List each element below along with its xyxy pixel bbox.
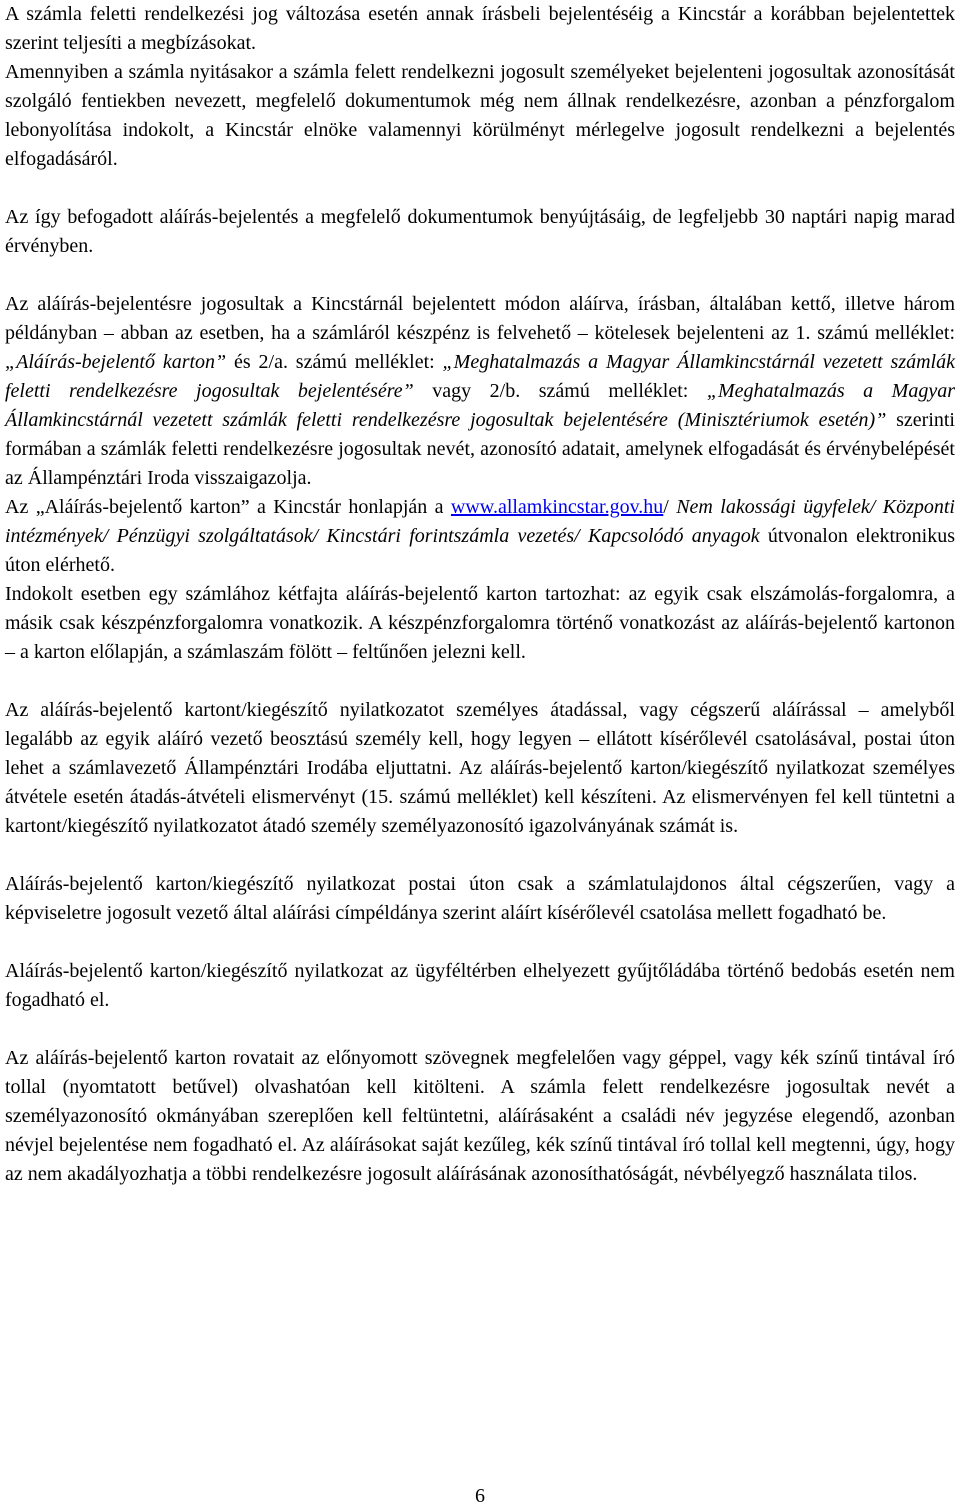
text-run: / xyxy=(663,496,677,518)
page-number: 6 xyxy=(475,1485,485,1507)
paragraph-missing-documents: Amennyiben a számla nyitásakor a számla felett rendelkezni jogosult személyeket bejelenteni jogosultak azonosítását szolgáló fentiekben nevezett, megfelelő dokumentumok még nem állnak rendelkezésre, azonban a pénzforgalom lebonyolítása indokolt, a Kincstár elnöke valamennyi körülményt mérlegelve jogosult rendelkezni a bejelentés elfogadásáról. xyxy=(5,61,955,170)
annex-1-title: „Aláírás-bejelentő karton” xyxy=(5,351,227,373)
annex-2b-title: „Meghatalmazás a Magyar Államkincstárnál vezetett számlák feletti rendelkezésre jogosultak bejelentésére (Minisztériumok esetén)” xyxy=(5,380,955,431)
navigation-path: Nem lakossági ügyfelek/ Központi intézmények/ Pénzügyi szolgáltatások/ Kincstári forintszámla vezetés/ Kapcsolódó anyagok xyxy=(5,496,955,547)
paragraph-account-change: A számla feletti rendelkezési jog változása esetén annak írásbeli bejelentéséig a Kincstár a korábban bejelentettek szerint teljesíti a megbízásokat. xyxy=(5,3,955,54)
paragraph-dropbox: Aláírás-bejelentő karton/kiegészítő nyilatkozat az ügyféltérben elhelyezett gyűjtőládába történő bedobás esetén nem fogadható el. xyxy=(5,960,955,1011)
paragraph-validity: Az így befogadott aláírás-bejelentés a megfelelő dokumentumok benyújtásáig, de legfeljebb 30 naptári napig marad érvényben. xyxy=(5,206,955,257)
text-run: útvonalon elektronikus úton elérhető. xyxy=(5,525,956,576)
paragraph-postal-acceptance: Aláírás-bejelentő karton/kiegészítő nyilatkozat postai úton csak a számlatulajdonos által cégszerűen, vagy a képviseletre jogosult vezető által aláírási címpéldánya szerint aláírt kísérőlevél csatolása mellett fogadható be. xyxy=(5,873,955,924)
text-run: szerinti formában a számlák feletti rendelkezésre jogosultak nevét, azonosító adatait, amelynek elfogadását és érvénybelépését az Állampénztári Iroda visszaigazolja. xyxy=(5,409,955,489)
text-run: és 2/a. számú melléklet: xyxy=(226,351,443,373)
paragraph-signature-reporting xyxy=(5,290,955,493)
text-run: Az aláírás-bejelentésre jogosultak a Kincstárnál bejelentett módon aláírva, írásban, általában kettő, illetve három példányban – abban az esetben, ha a számláról készpénz is felvehető – kötelesek bejelenteni az 1. számú melléklet: xyxy=(5,293,955,344)
document-page xyxy=(5,0,955,1189)
annex-2a-title: „Meghatalmazás a Magyar Államkincstárnál vezetett számlák feletti rendelkezésre jogosultak bejelentésére” xyxy=(5,351,955,402)
paragraph-delivery: Az aláírás-bejelentő kartont/kiegészítő nyilatkozatot személyes átadással, vagy cégszerű aláírással – amelyből legalább az egyik aláíró vezető beosztású személy kell, hogy legyen – ellátott kísérőlevél csatolásával, postai úton lehet a számlavezető Állampénztári Irodába eljuttatni. Az aláírás-bejelentő karton/kiegészítő nyilatkozat személyes átvétele esetén átadás-átvételi elismervényt (15. számú melléklet) kell készíteni. Az elismervényen fel kell tüntetni a kartont/kiegészítő nyilatkozatot átadó személy személyazonosító igazolványának számát is. xyxy=(5,699,955,837)
text-run: Az „Aláírás-bejelentő karton” a Kincstár honlapján a xyxy=(5,496,451,518)
website-link[interactable]: www.allamkincstar.gov.hu xyxy=(450,496,664,518)
paragraph-two-card-types: Indokolt esetben egy számlához kétfajta aláírás-bejelentő karton tartozhat: az egyik csak elszámolás-forgalomra, a másik csak készpénzforgalomra vonatkozik. A készpénzforgalomra történő vonatkozást az aláírás-bejelentő kartonon – a karton előlapján, a számlaszám fölött – feltűnően jelezni kell. xyxy=(5,583,955,663)
paragraph-filling-rules: Az aláírás-bejelentő karton rovatait az előnyomott szövegnek megfelelően vagy géppel, vagy kék színű tintával író tollal (nyomtatott betűvel) olvashatóan kell kitölteni. A számla felett rendelkezésre jogosultak nevét a személyazonosító okmányában szereplően kell feltüntetni, aláírásaként a családi név jegyzése elegendő, azonban névjel bejelentése nem fogadható el. Az aláírásokat saját kezűleg, kék színű tintával író tollal kell megtenni, úgy, hogy az nem akadályozhatja a többi rendelkezésre jogosult aláírásának azonosíthatóságát, névbélyegző használata tilos. xyxy=(5,1047,955,1185)
text-run: vagy 2/b. számú melléklet: xyxy=(413,380,707,402)
paragraph-website-path xyxy=(5,493,955,580)
